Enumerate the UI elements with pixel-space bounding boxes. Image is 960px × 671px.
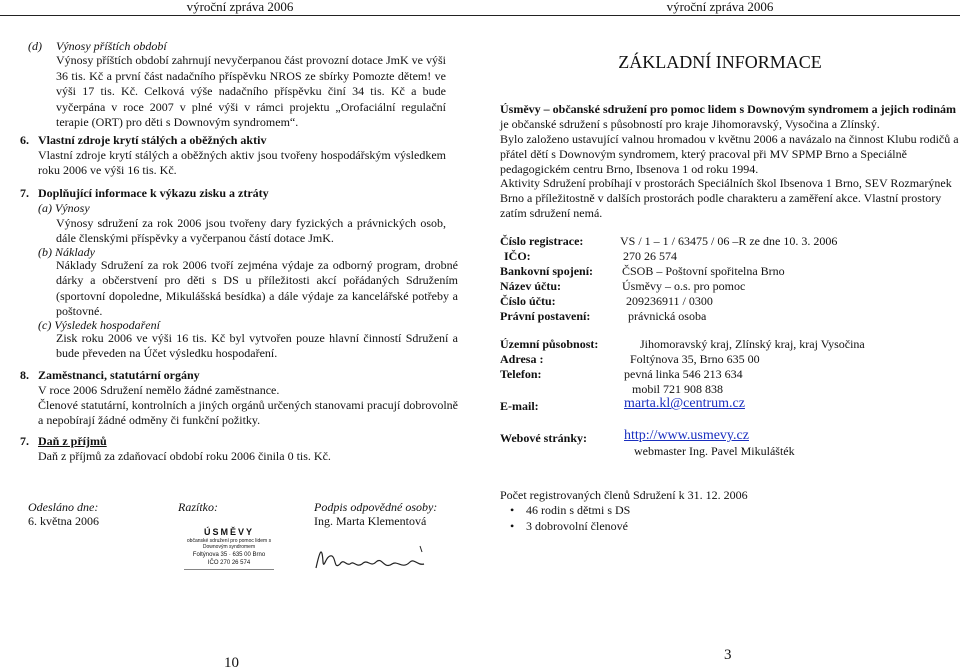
members-title: Počet registrovaných členů Sdružení k 31. 12. 2006 [500, 488, 748, 502]
about-paragraph-2: Aktivity Sdružení probíhají v prostorách Speciálních škol Ibsenova 1 Brno, SEV Rozmarýnek Brno a příležitostně v dalších prostorách podle charakteru a zaměření akce. Vlastní prostory zatím sdružení nemá. [500, 176, 952, 220]
subsection-a-label: (a) Výnosy [38, 201, 90, 215]
members-list-item: • 3 dobrovolní členové [500, 519, 630, 535]
webmaster: webmaster Ing. Pavel Mikulášték [634, 444, 795, 458]
page-number-right: 3 [724, 647, 732, 663]
subsection-b-text: Náklady Sdružení za rok 2006 tvoří zejména výdaje za odborný program, drobné dárky a občerstvení pro děti s DS u příležitosti akcí pořádaných Sdružením (sportovní dopoledne, Mikulášská besídka) a dále výdaje za kancelářské potřeby a poštovné. [56, 258, 458, 318]
section-7-number: 7. [20, 186, 29, 200]
page-number-left: 10 [224, 655, 239, 671]
subsection-a-text: Výnosy sdružení za rok 2006 jsou tvořeny dary fyzických a právnických osob, dále členskými příspěvky a vyčerpanou částí dotace JmK. [56, 216, 446, 245]
members-list-item: • 46 rodin s dětmi s DS [500, 503, 630, 519]
signature-image [312, 540, 432, 580]
intro-bold: Úsměvy – občanské sdružení pro pomoc lidem s Downovým syndromem a jejich rodinám [500, 102, 957, 116]
signature-label: Podpis odpovědné osoby: [314, 500, 438, 514]
item-d-text: Výnosy příštích období zahrnují nevyčerpanou část provozní dotace JmK ve výši 36 tis. Kč a první část nadačního příspěvku NROS ze sbírky Pomozte dětem! ve výši 17 tis. Kč. Celková výše nadačního příspěvku činí 34 tis. Kč a bude vyčerpána v roce 2007 v plné výši v rámci projektu „Orofaciální regulační terapie (ORT) pro děti s Downovým syndromem“. [56, 53, 446, 129]
section-6-text: Vlastní zdroje krytí stálých a oběžných aktiv jsou tvořeny hospodářským výsledkem roku 2006 ve výši 16 tis. Kč. [38, 148, 446, 177]
intro-paragraph [500, 102, 960, 132]
members-list [500, 503, 630, 535]
page-header-right: výroční zpráva 2006 [480, 0, 960, 16]
subsection-b-label: (b) Náklady [38, 245, 95, 259]
subsection-c-label: (c) Výsledek hospodaření [38, 318, 160, 332]
subsection-c-text: Zisk roku 2006 ve výši 16 tis. Kč byl vytvořen pouze hlavní činností Sdružení a bude převeden na Účet výsledku hospodaření. [56, 331, 458, 360]
section-8-title: Zaměstnanci, statutární orgány [38, 368, 200, 382]
item-d-title: Výnosy příštích období [56, 39, 167, 53]
section-8-number: 8. [20, 368, 29, 382]
section-8-text-1: V roce 2006 Sdružení nemělo žádné zaměstnance. [38, 383, 280, 397]
stamp-image: ÚSMĚVY občanské sdružení pro pomoc lidem s Downovým syndromem Foltýnova 35 · 635 00 Brno IČO 270 26 574 [176, 527, 282, 581]
section-tax-title: Daň z příjmů [38, 434, 107, 448]
item-d-label: (d) [28, 39, 42, 53]
signature-name: Ing. Marta Klementová [314, 514, 427, 528]
web-link[interactable]: http://www.usmevy.cz [624, 428, 749, 443]
sent-date-label: Odesláno dne: [28, 500, 99, 514]
section-6-title: Vlastní zdroje krytí stálých a oběžných aktiv [38, 133, 267, 147]
section-8-text-2: Členové statutární, kontrolních a jiných orgánů určených stanovami pracují dobrovolně a nepobírají žádné odměny či funkční požitky. [38, 398, 458, 427]
page-header-left: výroční zpráva 2006 [0, 0, 480, 16]
stamp-label: Razítko: [178, 500, 218, 514]
section-6-number: 6. [20, 133, 29, 147]
page-title: ZÁKLADNÍ INFORMACE [618, 52, 822, 72]
email-link[interactable]: marta.kl@centrum.cz [624, 396, 745, 411]
right-page: výroční zpráva 2006 ZÁKLADNÍ INFORMACE Úsměvy – občanské sdružení pro pomoc lidem s Downovým syndromem a jejich rodinám je občanské sdružení s působností pro kraje Jihomoravský, Vysočina a Zlínský. Bylo založeno ustavující valnou hromadou v květnu 2006 a navázalo na činnost Klubu rodičů a přátel dětí s Downovým syndromem, který pracoval při MV SPMP Brno a Speciálně pedagogickém centru Brno, Ibsenova 1 od roku 1994. Aktivity Sdružení probíhají v prostorách Speciálních škol Ibsenova 1 Brno, SEV Rozmarýnek Brno a příležitostně v dalších prostorách podle charakteru a zaměření akce. Vlastní prostory zatím sdružení nemá. Číslo registrace: VS / 1 – 1 / 63475 / 06 –R ze dne 10. 3. 2006 IČO: 270 26 574 Bankovní spojení: ČSOB – Poštovní spořitelna Brno Název účtu: Úsměvy – o.s. pro pomoc Číslo účtu: 209236911 / 0300 Právní postavení: právnická osoba Územní působnost: Jihomoravský kraj, Zlínský kraj, kraj Vysočina Adresa : Foltýnova 35, Brno 635 00 Telefon: pevná linka 546 213 634 mobil 721 908 838 E-mail: marta.kl@centrum.cz Webové stránky: http://www.usmevy.cz webmaster Ing. Pavel Mikulášték Počet registrovaných členů Sdružení k 31. 12. 2006 • 46 rodin s dětmi s DS • 3 dobrovolní členové 3 [480, 0, 960, 671]
sent-date-value: 6. května 2006 [28, 514, 99, 528]
section-7-title: Doplňující informace k výkazu zisku a ztráty [38, 186, 269, 200]
intro-text: je občanské sdružení s působností pro kraje Jihomoravský, Vysočina a Zlínský. [500, 117, 880, 131]
section-tax-text: Daň z příjmů za zdaňovací období roku 2006 činila 0 tis. Kč. [38, 449, 331, 463]
about-paragraph-1: Bylo založeno ustavující valnou hromadou v květnu 2006 a navázalo na činnost Klubu rodičů a přátel dětí s Downovým syndromem, který pracoval při MV SPMP Brno a Speciálně pedagogickém centru Brno, Ibsenova 1 od roku 1994. [500, 132, 959, 176]
section-tax-number: 7. [20, 434, 29, 448]
